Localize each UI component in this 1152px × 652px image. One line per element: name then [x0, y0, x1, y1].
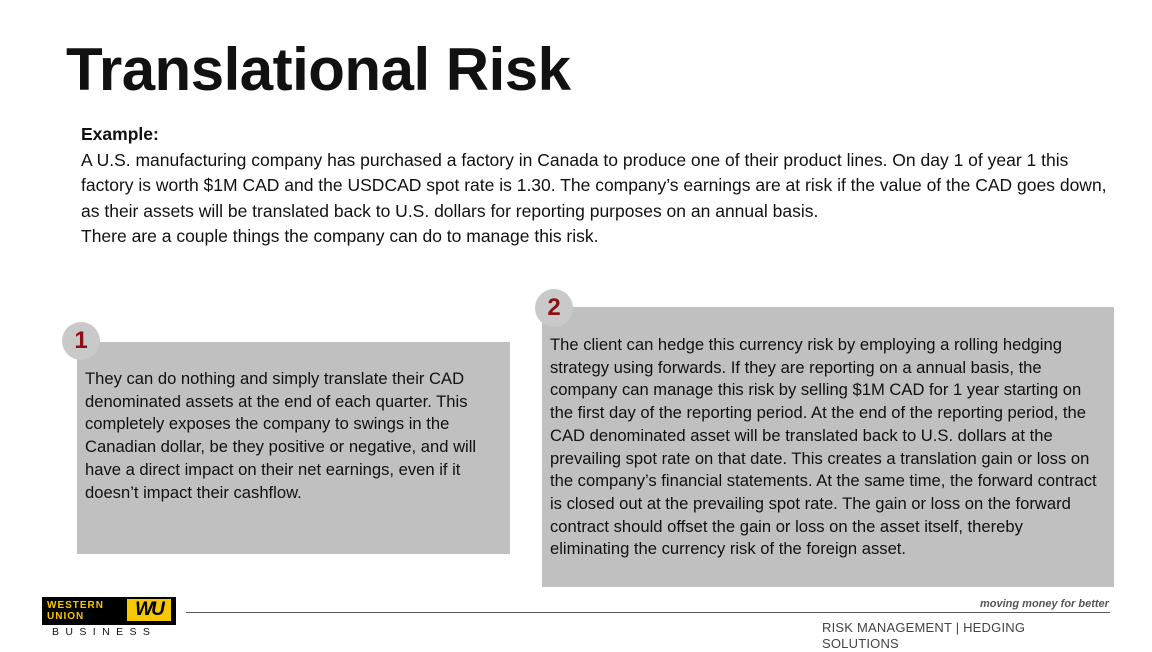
- intro-section: [81, 122, 1121, 250]
- option-1-text: They can do nothing and simply translate their CAD denominated assets at the end of each quarter. This completely exposes the company to swings in the Canadian dollar, be they positive or negative, and will have a direct impact on their net earnings, even if it doesn’t impact their cashflow.: [85, 369, 477, 502]
- footer-divider: [186, 612, 1110, 613]
- example-label: Example:: [81, 124, 159, 144]
- logo-business-text: BUSINESS: [52, 626, 157, 638]
- option-1-number-badge: 1: [62, 322, 100, 360]
- intro-closing: There are a couple things the company can do to manage this risk.: [81, 226, 599, 246]
- western-union-logo: [42, 597, 176, 625]
- logo-line-1: WESTERN: [47, 600, 104, 611]
- slide-title: Translational Risk: [66, 36, 571, 103]
- footer-section-title: RISK MANAGEMENT | HEDGING SOLUTIONS: [822, 620, 1026, 651]
- option-2-box: [542, 307, 1114, 587]
- footer-tagline: moving money for better: [980, 598, 1109, 610]
- option-2-number-badge: 2: [535, 289, 573, 327]
- intro-paragraph: A U.S. manufacturing company has purchased a factory in Canada to produce one of their product lines. On day 1 of year 1 this factory is worth $1M CAD and the USDCAD spot rate is 1.30. The company’s earnings are at risk if the value of the CAD goes down, as their assets will be translated back to U.S. dollars for reporting purposes on an annual basis.: [81, 149, 1107, 221]
- logo-line-2: UNION: [47, 611, 85, 622]
- option-2-text: The client can hedge this currency risk by employing a rolling hedging strategy using forwards. If they are reporting on a annual basis, the company can manage this risk by selling $1M CAD for 1 year starting on the first day of the reporting period. At the end of the reporting period, the CAD denominated asset will be translated back to U.S. dollars at the prevailing spot rate on that date. This creates a translation gain or loss on the company’s financial statements. At the same time, the forward contract is closed out at the prevailing spot rate. The gain or loss on the forward contract should offset the gain or loss on the asset itself, thereby eliminating the currency risk of the foreign asset.: [550, 335, 1097, 559]
- logo-wordmark: [47, 600, 104, 622]
- wu-logo-mark: WU: [127, 599, 171, 621]
- option-1-box: [77, 342, 510, 554]
